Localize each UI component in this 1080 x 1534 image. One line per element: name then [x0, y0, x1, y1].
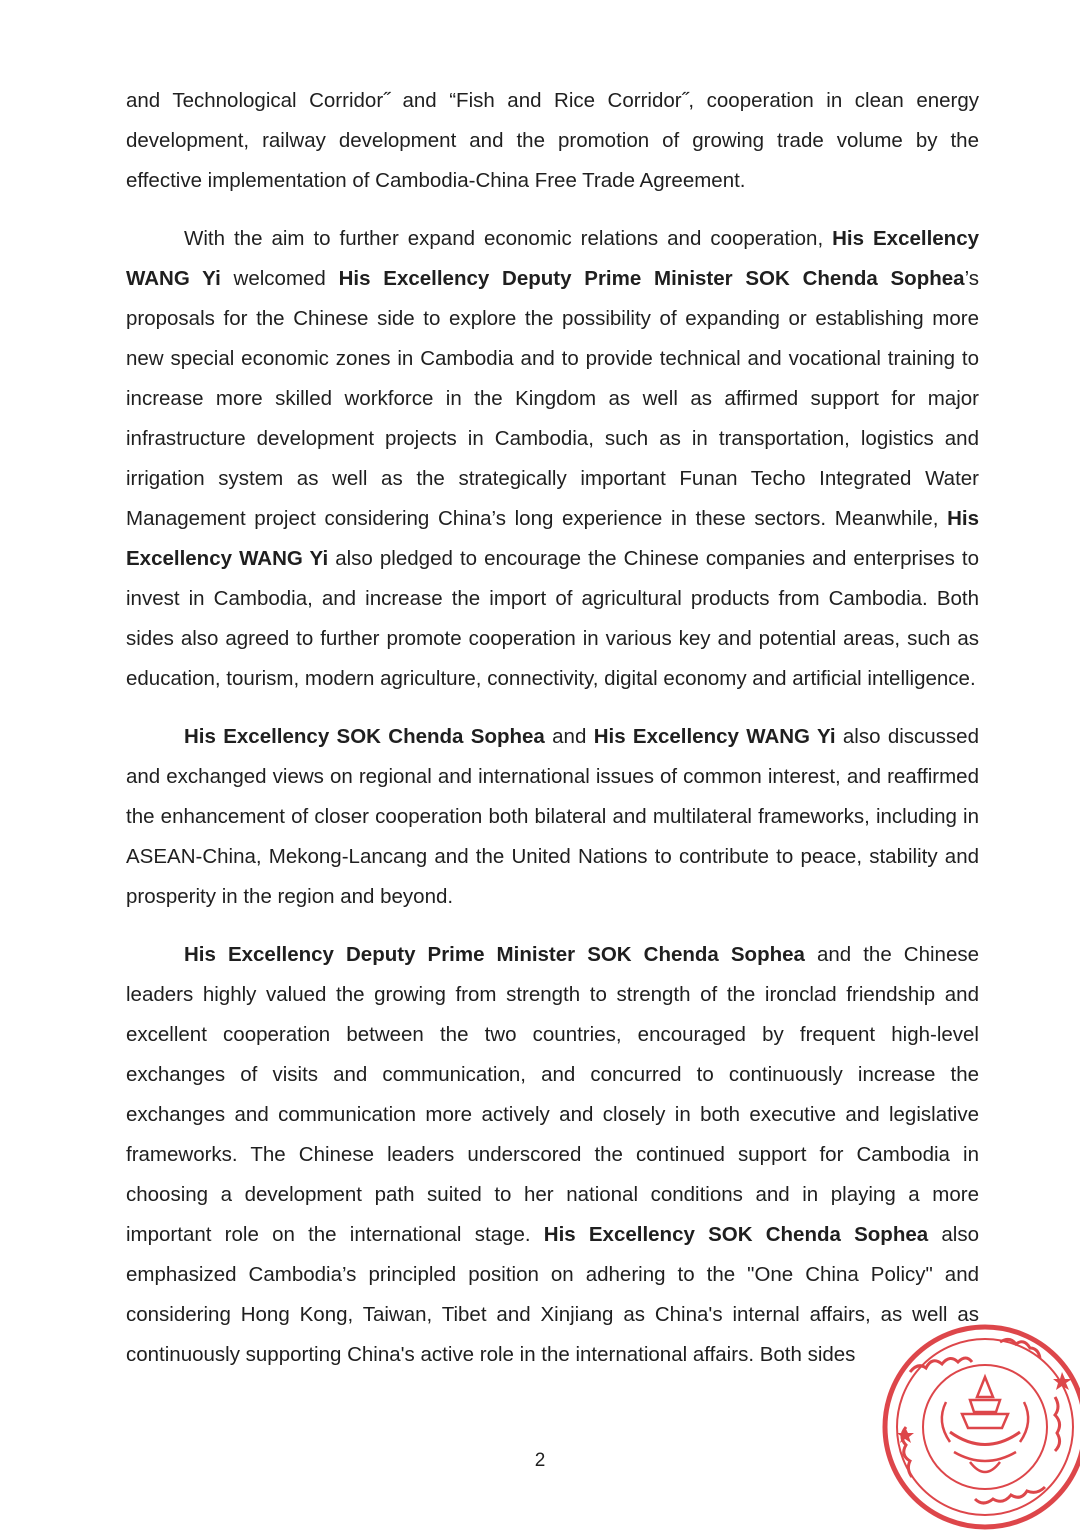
text-run: also pledged to encourage the Chinese companies and enterprises to invest in Cambodia, and increase the import of agricultural products from Cambodia. Both sides also agreed to further promote cooperation in various key and potential areas, such as education, tourism, modern agriculture, connectivity, digital economy and artificial intelligence. [126, 547, 979, 690]
bold-name: His Excellency WANG Yi [126, 227, 979, 290]
bold-name: His Excellency Deputy Prime Minister SOK Chenda Sophea [184, 943, 805, 966]
text-run: also discussed and exchanged views on regional and international issues of common interest, and reaffirmed the enhancement of closer cooperation both bilateral and multilateral frameworks, including in ASEAN-China, Mekong-Lancang and the United Nations to contribute to peace, stability and prosperity in the region and beyond. [126, 725, 979, 908]
bold-name: His Excellency WANG Yi [593, 725, 836, 748]
paragraph-3 [126, 717, 979, 917]
bold-name: His Excellency Deputy Prime Minister SOK Chenda Sophea [338, 267, 965, 290]
page-number: 2 [534, 1450, 546, 1471]
bold-name: His Excellency SOK Chenda Sophea [184, 725, 545, 748]
bold-name: His Excellency WANG Yi [126, 507, 979, 570]
official-seal-stamp [850, 1302, 1080, 1532]
paragraph-1 [126, 81, 979, 201]
paragraph-2 [126, 219, 979, 699]
text-run: ’s proposals for the Chinese side to explore the possibility of expanding or establishing more new special economic zones in Cambodia and to provide technical and vocational training to increase more skilled workforce in the Kingdom as well as affirmed support for major infrastructure development projects in Cambodia, such as in transportation, logistics and irrigation system as well as the strategically important Funan Techo Integrated Water Management project considering China’s long experience in these sectors. Meanwhile, [126, 267, 979, 530]
paragraph-1-text: and Technological Corridor˝ and “Fish and Rice Corridor˝, cooperation in clean energy development, railway development and the promotion of growing trade volume by the effective implementation of Cambodia-China Free Trade Agreement. [126, 89, 979, 192]
text-run: and [544, 725, 594, 748]
bold-name: His Excellency SOK Chenda Sophea [543, 1223, 929, 1246]
text-run: and the Chinese leaders highly valued the growing from strength to strength of the ironclad friendship and excellent cooperation between the two countries, encouraged by frequent high-level exchanges of visits and communication, and concurred to continuously increase the exchanges and communication more actively and closely in both executive and legislative frameworks. The Chinese leaders underscored the continued support for Cambodia in choosing a development path suited to her national conditions and in playing a more important role on the international stage. [126, 943, 979, 1246]
body-text [126, 81, 979, 1375]
text-run: welcomed [220, 267, 339, 290]
text-run: With the aim to further expand economic relations and cooperation, [184, 227, 833, 250]
text-run: also emphasized Cambodia’s principled position on adhering to the "One China Policy" and considering Hong Kong, Taiwan, Tibet and Xinjiang as China's internal affairs, as well as continuously supporting China's active role in the international affairs. Both sides [126, 1223, 979, 1366]
